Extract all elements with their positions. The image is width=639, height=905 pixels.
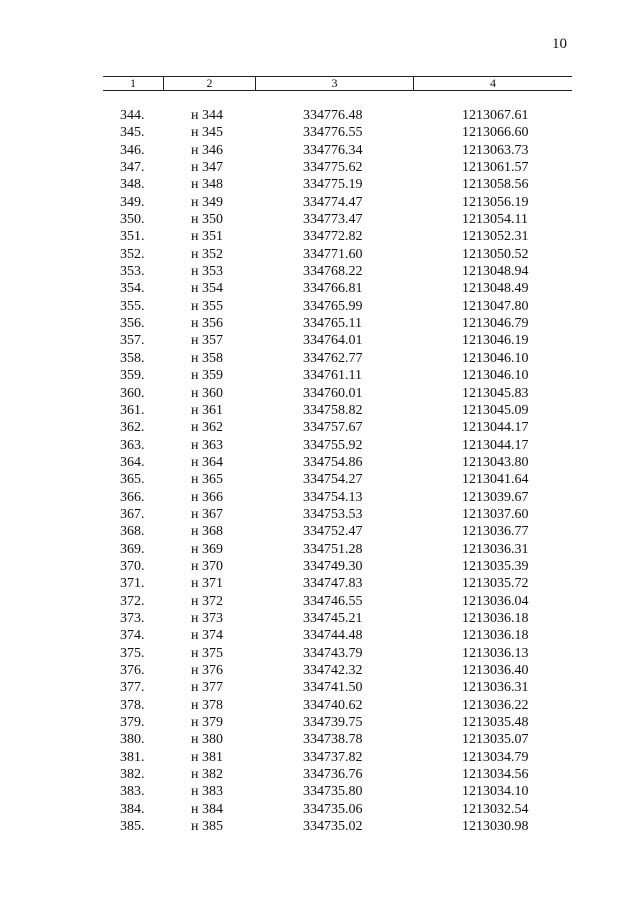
y-coordinate: 1213050.52 [462,246,529,262]
point-id: н 373 [191,610,223,626]
y-coordinate: 1213045.83 [462,385,529,401]
point-id: н 380 [191,732,223,748]
row-number: 363. [120,437,145,453]
row-number: 381. [120,749,145,765]
row-number: 360. [120,385,145,401]
x-coordinate: 334737.82 [303,749,363,765]
row-number: 369. [120,541,145,557]
y-coordinate: 1213066.60 [462,125,529,141]
row-number: 353. [120,264,145,280]
row-number: 368. [120,524,145,540]
point-id: н 349 [191,194,223,210]
point-id: н 368 [191,524,223,540]
y-coordinate: 1213035.39 [462,558,529,574]
point-id: н 356 [191,316,223,332]
x-coordinate: 334776.48 [303,108,363,123]
x-coordinate: 334754.27 [303,472,363,488]
y-coordinate: 1213036.31 [462,680,529,696]
row-number: 366. [120,489,145,505]
y-coordinate: 1213054.11 [462,212,528,228]
x-coordinate: 334754.13 [303,489,363,505]
row-number: 373. [120,610,145,626]
y-coordinate: 1213046.10 [462,368,529,384]
table-row [0,176,639,193]
y-coordinate: 1213039.67 [462,489,529,505]
x-coordinate: 334745.21 [303,610,363,626]
x-coordinate: 334735.02 [303,819,363,835]
table-row [0,627,639,644]
point-id: н 370 [191,558,223,574]
row-number: 352. [120,246,145,262]
table-row [0,107,639,124]
point-id: н 348 [191,177,223,193]
point-id: н 384 [191,801,223,817]
x-coordinate: 334760.01 [303,385,363,401]
point-id: н 376 [191,663,223,678]
point-id: н 357 [191,333,223,349]
x-coordinate: 334744.48 [303,628,363,644]
y-coordinate: 1213034.56 [462,767,529,783]
point-id: н 360 [191,385,223,401]
row-number: 350. [120,212,145,228]
row-number: 365. [120,472,145,488]
point-id: н 366 [191,489,223,505]
point-id: н 374 [191,628,223,644]
row-number: 382. [120,767,145,783]
x-coordinate: 334772.82 [303,229,363,245]
point-id: н 375 [191,645,223,661]
x-coordinate: 334776.34 [303,142,363,158]
y-coordinate: 1213030.98 [462,819,529,835]
row-number: 371. [120,576,145,592]
y-coordinate: 1213056.19 [462,194,529,210]
point-id: н 346 [191,142,223,158]
point-id: н 371 [191,576,223,592]
table-row [0,610,639,627]
y-coordinate: 1213036.04 [462,593,529,609]
table-row [0,523,639,540]
table-row [0,228,639,245]
table-row [0,419,639,436]
point-id: н 364 [191,454,223,470]
y-coordinate: 1213041.64 [462,472,529,488]
table-row [0,124,639,141]
row-number: 385. [120,819,145,835]
table-row [0,679,639,696]
point-id: н 365 [191,472,223,488]
row-number: 354. [120,281,145,297]
table-row [0,142,639,159]
x-coordinate: 334740.62 [303,697,363,713]
point-id: н 354 [191,281,223,297]
row-number: 364. [120,454,145,470]
table-row [0,332,639,349]
y-coordinate: 1213043.80 [462,454,529,470]
x-coordinate: 334738.78 [303,732,363,748]
table-row [0,783,639,800]
row-number: 378. [120,697,145,713]
column-header-row [103,77,572,91]
y-coordinate: 1213067.61 [462,108,529,123]
x-coordinate: 334775.19 [303,177,363,193]
row-number: 375. [120,645,145,661]
y-coordinate: 1213046.10 [462,350,529,366]
x-coordinate: 334764.01 [303,333,363,349]
x-coordinate: 334746.55 [303,593,363,609]
point-id: н 358 [191,350,223,366]
y-coordinate: 1213061.57 [462,160,529,176]
y-coordinate: 1213052.31 [462,229,529,245]
x-coordinate: 334753.53 [303,506,363,522]
y-coordinate: 1213046.19 [462,333,529,349]
y-coordinate: 1213048.49 [462,281,529,297]
y-coordinate: 1213048.94 [462,264,529,280]
row-number: 372. [120,593,145,609]
row-number: 356. [120,316,145,332]
point-id: н 355 [191,298,223,314]
point-id: н 369 [191,541,223,557]
row-number: 358. [120,350,145,366]
column-header-4: 4 [414,77,573,91]
y-coordinate: 1213058.56 [462,177,529,193]
y-coordinate: 1213036.18 [462,610,529,626]
row-number: 370. [120,558,145,574]
table-row [0,298,639,315]
row-number: 344. [120,108,145,123]
row-number: 374. [120,628,145,644]
row-number: 348. [120,177,145,193]
row-number: 379. [120,715,145,731]
point-id: н 379 [191,715,223,731]
table-row [0,801,639,818]
x-coordinate: 334735.06 [303,801,363,817]
row-number: 376. [120,663,145,678]
table-row [0,263,639,280]
table-row [0,558,639,575]
x-coordinate: 334757.67 [303,420,363,436]
y-coordinate: 1213035.48 [462,715,529,731]
point-id: н 350 [191,212,223,228]
row-number: 367. [120,506,145,522]
column-header-2: 2 [164,77,256,91]
x-coordinate: 334758.82 [303,402,363,418]
y-coordinate: 1213063.73 [462,142,529,158]
point-id: н 361 [191,402,223,418]
row-number: 362. [120,420,145,436]
row-number: 345. [120,125,145,141]
table-row [0,541,639,558]
y-coordinate: 1213032.54 [462,801,529,817]
x-coordinate: 334735.80 [303,784,363,800]
table-row [0,385,639,402]
column-header-3: 3 [256,77,414,91]
table-row [0,315,639,332]
row-number: 384. [120,801,145,817]
y-coordinate: 1213034.10 [462,784,529,800]
x-coordinate: 334742.32 [303,663,363,678]
row-number: 355. [120,298,145,314]
y-coordinate: 1213034.79 [462,749,529,765]
row-number: 357. [120,333,145,349]
table-row [0,506,639,523]
y-coordinate: 1213044.17 [462,420,529,436]
row-number: 383. [120,784,145,800]
table-row [0,593,639,610]
table-row [0,367,639,384]
row-number: 347. [120,160,145,176]
table-row [0,818,639,835]
row-number: 351. [120,229,145,245]
table-row [0,246,639,263]
point-id: н 383 [191,784,223,800]
page-number: 10 [552,36,567,52]
table-row [0,645,639,662]
coordinate-rows [0,107,639,835]
y-coordinate: 1213036.77 [462,524,529,540]
point-id: н 351 [191,229,223,245]
table-row [0,454,639,471]
point-id: н 363 [191,437,223,453]
x-coordinate: 334775.62 [303,160,363,176]
x-coordinate: 334768.22 [303,264,363,280]
x-coordinate: 334754.86 [303,454,363,470]
point-id: н 367 [191,506,223,522]
row-number: 359. [120,368,145,384]
x-coordinate: 334747.83 [303,576,363,592]
x-coordinate: 334766.81 [303,281,363,297]
x-coordinate: 334773.47 [303,212,363,228]
point-id: н 372 [191,593,223,609]
point-id: н 381 [191,749,223,765]
point-id: н 362 [191,420,223,436]
point-id: н 382 [191,767,223,783]
row-number: 349. [120,194,145,210]
table-row [0,766,639,783]
table-row [0,194,639,211]
x-coordinate: 334774.47 [303,194,363,210]
point-id: н 352 [191,246,223,262]
point-id: н 347 [191,160,223,176]
point-id: н 345 [191,125,223,141]
point-id: н 378 [191,697,223,713]
row-number: 377. [120,680,145,696]
y-coordinate: 1213035.72 [462,576,529,592]
y-coordinate: 1213046.79 [462,316,529,332]
table-row [0,402,639,419]
x-coordinate: 334751.28 [303,541,363,557]
x-coordinate: 334739.75 [303,715,363,731]
y-coordinate: 1213036.18 [462,628,529,644]
y-coordinate: 1213045.09 [462,402,529,418]
y-coordinate: 1213036.13 [462,645,529,661]
x-coordinate: 334736.76 [303,767,363,783]
y-coordinate: 1213037.60 [462,506,529,522]
x-coordinate: 334761.11 [303,368,362,384]
point-id: н 385 [191,819,223,835]
table-row [0,211,639,228]
x-coordinate: 334755.92 [303,437,363,453]
point-id: н 377 [191,680,223,696]
x-coordinate: 334762.77 [303,350,363,366]
x-coordinate: 334765.99 [303,298,363,314]
table-row [0,350,639,367]
x-coordinate: 334741.50 [303,680,363,696]
table-row [0,437,639,454]
x-coordinate: 334749.30 [303,558,363,574]
table-row [0,662,639,679]
table-row [0,471,639,488]
row-number: 361. [120,402,145,418]
row-number: 346. [120,142,145,158]
table-row [0,489,639,506]
y-coordinate: 1213036.31 [462,541,529,557]
table-row [0,697,639,714]
point-id: н 359 [191,368,223,384]
table-row [0,749,639,766]
x-coordinate: 334743.79 [303,645,363,661]
column-header-table [103,76,572,91]
point-id: н 344 [191,108,223,123]
table-row [0,714,639,731]
y-coordinate: 1213047.80 [462,298,529,314]
column-header-1: 1 [103,77,164,91]
point-id: н 353 [191,264,223,280]
table-row [0,159,639,176]
y-coordinate: 1213035.07 [462,732,529,748]
y-coordinate: 1213044.17 [462,437,529,453]
y-coordinate: 1213036.22 [462,697,529,713]
table-row [0,575,639,592]
x-coordinate: 334765.11 [303,316,362,332]
x-coordinate: 334752.47 [303,524,363,540]
table-row [0,280,639,297]
table-row [0,731,639,748]
y-coordinate: 1213036.40 [462,663,529,678]
x-coordinate: 334776.55 [303,125,363,141]
x-coordinate: 334771.60 [303,246,363,262]
row-number: 380. [120,732,145,748]
